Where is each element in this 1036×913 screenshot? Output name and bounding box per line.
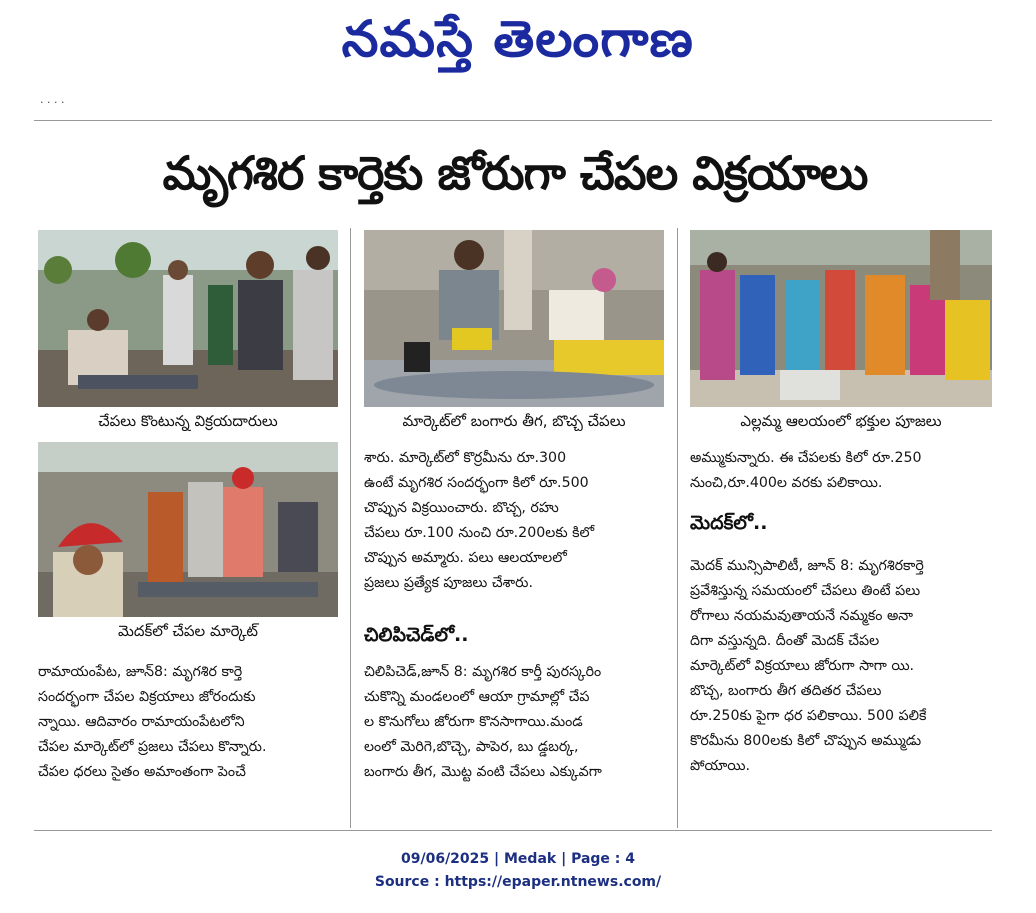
- col3-line: మెదక్ మున్సిపాలిటీ, జూన్ 8: మృగశిరకార్తె: [690, 558, 924, 574]
- col3-line: ప్రవేశిస్తున్న సమయంలో చేపలు తింటే పలు: [690, 583, 921, 599]
- col3-line: అమ్ముకున్నారు. ఈ చేపలకు కిలో రూ.250: [690, 450, 922, 466]
- col1-line: రామాయంపేట, జూన్8: మృగశిర కార్తె: [38, 664, 243, 680]
- col2-line: చొప్పున విక్రయించారు. బొచ్చ, రహు: [364, 500, 559, 516]
- col3-body-bottom: [690, 554, 992, 779]
- col3-line: దిగా వస్తున్నది. దీంతో మెదక్ చేపల: [690, 633, 880, 649]
- col2-line: చేపలు రూ.100 నుంచి రూ.200లకు కిలో: [364, 525, 595, 541]
- col1-body: [38, 660, 338, 785]
- photo-caption-1: చేపలు కొంటున్న విక్రయదారులు: [98, 412, 278, 430]
- photo-caption-4: మెదక్‌లో చేపల మార్కెట్: [117, 622, 259, 640]
- col3-line: పోయాయి.: [690, 758, 750, 774]
- article-headline: మృగశిర కార్తెకు జోరుగా చేపల విక్రయాలు: [162, 146, 868, 200]
- top-strip: [34, 92, 994, 114]
- col2-body-bottom: [364, 660, 664, 785]
- col2-line: చొప్పున అమ్మారు. పలు ఆలయాలలో: [364, 550, 567, 566]
- newspaper-logo: నమస్తే తెలంగాణ: [341, 10, 695, 68]
- photo-medak-fish-market: [38, 442, 338, 617]
- photo-caption-3: ఎల్లమ్మ ఆలయంలో భక్తుల పూజలు: [740, 412, 942, 430]
- column-rule-1: [350, 228, 351, 828]
- col2-line: చిలిపిచెడ్,జూన్ 8: మృగశిర కార్తీ పురస్కరిం: [364, 664, 602, 680]
- col3-line: రోగాలు నయమవుతాయనే నమ్మకం అనా: [690, 608, 914, 624]
- top-divider: [34, 120, 992, 121]
- photo-fish-buyers: [38, 230, 338, 407]
- col2-body-top: [364, 446, 664, 596]
- col3-line: నుంచి,రూ.400ల వరకు పలికాయి.: [690, 475, 883, 491]
- footer-source[interactable]: Source : https://epaper.ntnews.com/: [374, 874, 662, 890]
- col2-line: చుకొన్ని మండలంలో ఆయా గ్రామాల్లో చేప: [364, 689, 590, 705]
- photo-caption-2: మార్కెట్‌లో బంగారు తీగ, బొచ్చ చేపలు: [402, 412, 626, 430]
- photo-bangaru-teega-fish: [364, 230, 664, 407]
- col3-line: బొచ్చ, బంగారు తీగ తదితర చేపలు: [690, 683, 882, 699]
- top-strip-text: · · · ·: [40, 96, 65, 109]
- bottom-divider: [34, 830, 992, 831]
- masthead: [0, 0, 1036, 80]
- col2-line: శారు. మార్కెట్‌లో కొర్రమీను రూ.300: [364, 450, 567, 466]
- footer-date-edition: 09/06/2025 | Medak | Page : 4: [400, 851, 636, 867]
- col1-line: చేపల మార్కెట్‌లో ప్రజలు చేపలు కొన్నారు.: [38, 739, 267, 755]
- photo-yellamma-temple: [690, 230, 992, 407]
- col1-line: న్నాయి. ఆదివారం రామాయంపేటలోని: [38, 714, 245, 730]
- col1-line: సందర్భంగా చేపల విక్రయాలు జోరందుకు: [38, 689, 256, 705]
- col1-line: చేపల ధరలు సైతం అమాంతంగా పెంచే: [38, 764, 246, 780]
- col2-line: బంగారు తీగ, మొట్ట వంటి చేపలు ఎక్కువగా: [364, 764, 602, 780]
- col2-line: ల కొనుగోలు జోరుగా కొనసాగాయి.మండ: [364, 714, 583, 730]
- col2-line: ఉంటే మృగశిర సందర్భంగా కిలో రూ.500: [364, 475, 589, 491]
- col3-subhead: మెదక్‌లో..: [690, 512, 768, 534]
- col2-subhead: చిలిపిచెడ్‌లో..: [364, 624, 469, 646]
- col3-line: కొరమీను 800లకు కిలో చొప్పున అమ్ముడు: [690, 733, 922, 749]
- col2-line: ప్రజలు ప్రత్యేక పూజలు చేశారు.: [364, 575, 533, 591]
- col2-line: లంలో మెరిగె,బొచ్చె, పాపెర, బు డ్డబర్క,: [364, 739, 579, 755]
- col3-body-top: [690, 446, 992, 496]
- col3-line: రూ.250కు పైగా ధర పలికాయి. 500 పలికే: [690, 708, 927, 724]
- col3-line: మార్కెట్‌లో విక్రయాలు జోరుగా సాగా యి.: [690, 658, 915, 674]
- column-rule-2: [677, 228, 678, 828]
